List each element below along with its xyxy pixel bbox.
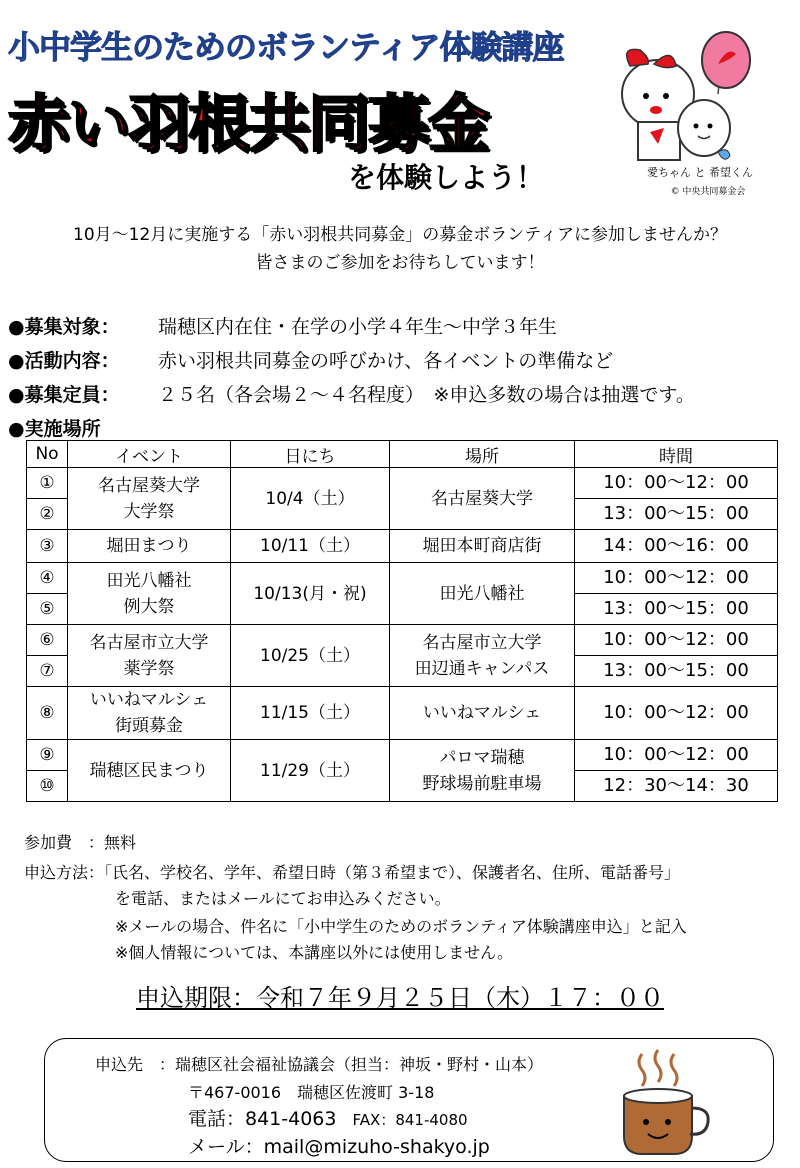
cell-event	[68, 468, 231, 530]
cell-place	[390, 740, 575, 802]
cell-date: 10/25（土）	[231, 625, 390, 687]
contact-email[interactable]: メール：mail@mizuho-shakyo.jp	[188, 1136, 490, 1158]
info-label: ●募集対象：	[8, 316, 120, 338]
place-line: 名古屋市立大学	[422, 632, 542, 653]
cell-place	[390, 468, 575, 530]
cell-time: 13：00～15：00	[575, 656, 778, 687]
cell-time: 13：00～15：00	[575, 594, 778, 625]
cell-no: ⑩	[27, 771, 68, 802]
table-row	[27, 687, 778, 740]
deadline: 申込期限：令和７年９月２５日（木）１７：００	[136, 984, 664, 1012]
info-label: ●活動内容：	[8, 350, 120, 372]
intro-line-2: 皆さまのご参加をお待ちしています！	[255, 253, 545, 273]
coffee-cup-icon	[612, 1046, 712, 1158]
tagline: を体験しよう！	[348, 161, 545, 194]
cell-no: ⑥	[27, 625, 68, 656]
mascot-illustration	[600, 24, 790, 206]
table-row	[27, 625, 778, 656]
cell-place	[390, 687, 575, 740]
header-place: 場所	[390, 441, 575, 468]
place-line: 堀田本町商店街	[422, 536, 542, 556]
method-line-2: を電話、またはメールにてお申込みください。	[115, 889, 451, 908]
cell-place	[390, 530, 575, 563]
place-line: パロマ瑞穂	[439, 747, 525, 768]
event-line: 瑞穂区民まつり	[89, 760, 209, 781]
cell-event	[68, 625, 231, 687]
method-line-1: 申込方法：「氏名、学校名、学年、希望日時（第３希望まで）、保護者名、住所、電話番号」	[24, 863, 681, 882]
fee-line: 参加費 ：無料	[24, 833, 137, 852]
table-row	[27, 530, 778, 563]
cell-no: ②	[27, 499, 68, 530]
cell-date: 11/29（土）	[231, 740, 390, 802]
cell-event	[68, 563, 231, 625]
cell-no: ⑤	[27, 594, 68, 625]
page-subtitle: 小中学生のためのボランティア体験講座	[8, 28, 564, 66]
table-row	[27, 740, 778, 771]
event-line: 例大祭	[123, 596, 175, 617]
cell-no: ③	[27, 530, 68, 563]
intro-line-1: 10月～12月に実施する「赤い羽根共同募金」の募金ボランティアに参加しませんか？	[73, 225, 727, 245]
cell-time: 12：30～14：30	[575, 771, 778, 802]
cell-no: ①	[27, 468, 68, 499]
mascot-caption: 愛ちゃん と 希望くん	[647, 166, 753, 179]
cell-time: 14：00～16：00	[575, 530, 778, 563]
info-value: 赤い羽根共同募金の呼びかけ、各イベントの準備など	[158, 350, 614, 372]
place-line: 田光八幡社	[439, 583, 525, 604]
event-line: 薬学祭	[123, 658, 175, 679]
cell-place	[390, 563, 575, 625]
event-line: いいねマルシェ	[89, 690, 209, 710]
event-line: 街頭募金	[115, 716, 183, 736]
info-target	[8, 312, 557, 339]
contact-org: 申込先 ：瑞穂区社会福祉協議会（担当：神坂・野村・山本）	[95, 1055, 544, 1074]
cell-time: 13：00～15：00	[575, 499, 778, 530]
mascot-credit: © 中央共同募金会	[670, 187, 746, 197]
event-line: 名古屋葵大学	[98, 475, 200, 496]
info-capacity	[8, 380, 695, 407]
contact-fax: FAX：841-4080	[352, 1111, 468, 1129]
place-line: 名古屋葵大学	[431, 488, 533, 509]
event-line: 堀田まつり	[106, 536, 192, 556]
cell-event	[68, 687, 231, 740]
cell-time: 10：00～12：00	[575, 625, 778, 656]
place-line: 野球場前駐車場	[422, 773, 542, 794]
header-event: イベント	[68, 441, 231, 468]
page-title: 赤い羽根共同募金	[8, 87, 489, 160]
cell-place	[390, 625, 575, 687]
table-header-row	[27, 441, 778, 468]
table-row	[27, 468, 778, 499]
cell-no: ④	[27, 563, 68, 594]
event-line: 大学祭	[123, 501, 175, 522]
method-line-4: ※個人情報については、本講座以外には使用しません。	[115, 943, 514, 962]
cell-time: 10：00～12：00	[575, 740, 778, 771]
cell-time: 10：00～12：00	[575, 468, 778, 499]
contact-tel: 電話：841-4063	[188, 1108, 337, 1130]
place-line: 田辺通キャンパス	[414, 658, 550, 679]
cell-no: ⑨	[27, 740, 68, 771]
info-value: ２５名（各会場２～４名程度） ※申込多数の場合は抽選です。	[158, 384, 695, 406]
cell-date: 10/13(月・祝)	[231, 563, 390, 625]
cell-no: ⑧	[27, 687, 68, 740]
cell-date: 11/15（土）	[231, 687, 390, 740]
info-label: ●募集定員：	[8, 384, 120, 406]
info-value: 瑞穂区内在住・在学の小学４年生～中学３年生	[158, 316, 558, 338]
venue-heading: ●実施場所	[8, 418, 101, 440]
table-row	[27, 563, 778, 594]
cell-no: ⑦	[27, 656, 68, 687]
event-line: 田光八幡社	[106, 570, 192, 591]
contact-phone	[188, 1104, 468, 1131]
cell-time: 10：00～12：00	[575, 687, 778, 740]
header-no: No	[27, 441, 68, 468]
place-line: いいねマルシェ	[422, 703, 542, 723]
cell-event	[68, 530, 231, 563]
info-activity	[8, 346, 613, 373]
cell-event	[68, 740, 231, 802]
header-time: 時間	[575, 441, 778, 468]
event-line: 名古屋市立大学	[89, 632, 209, 653]
header-date: 日にち	[231, 441, 390, 468]
schedule-table	[26, 440, 778, 802]
cell-time: 10：00～12：00	[575, 563, 778, 594]
cell-date: 10/11（土）	[231, 530, 390, 563]
cell-date: 10/4（土）	[231, 468, 390, 530]
contact-address: 〒467-0016 瑞穂区佐渡町 3-18	[188, 1083, 435, 1102]
method-line-3: ※メールの場合、件名に「小中学生のためのボランティア体験講座申込」と記入	[115, 917, 687, 936]
